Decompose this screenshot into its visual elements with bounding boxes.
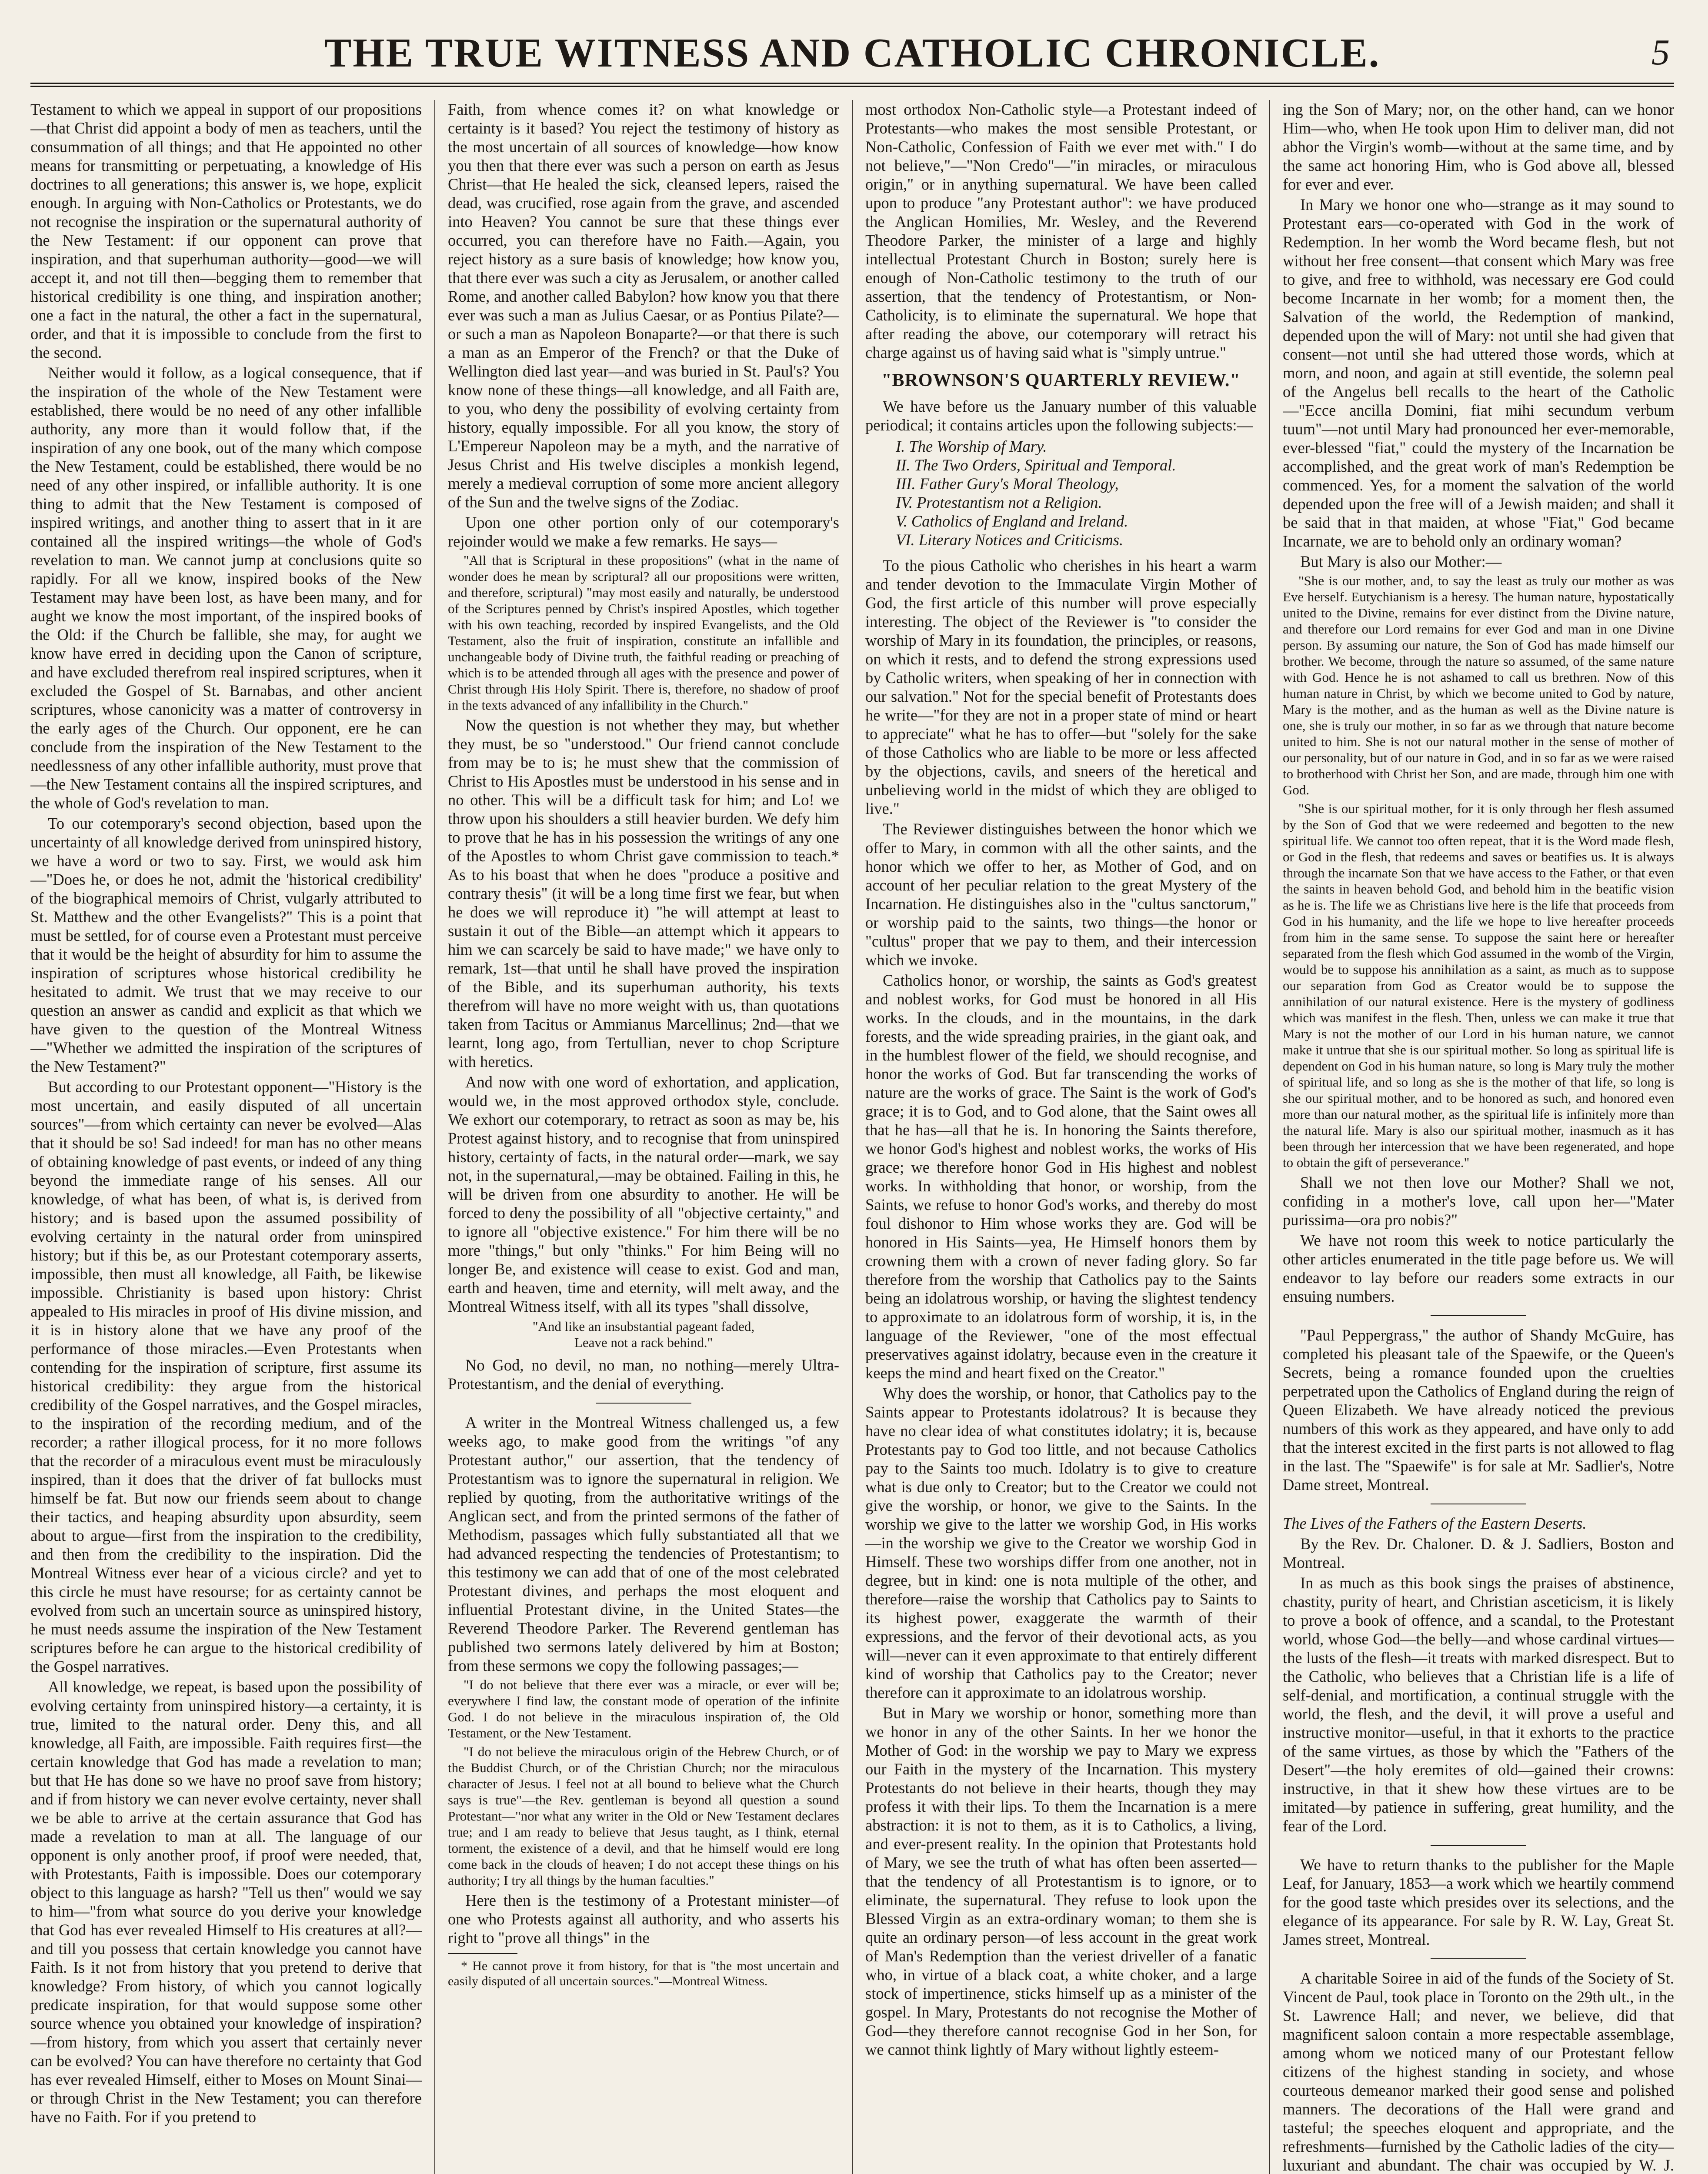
section-heading: "BROWNSON'S QUARTERLY REVIEW." [881,370,1241,390]
article-columns [30,100,1674,2174]
book-byline: By the Rev. Dr. Chaloner. D. & J. Sadliers, Boston and Montreal. [1283,1535,1674,1571]
verse-line: Leave not a rack behind." [574,1335,713,1350]
paragraph: We have before us the January number of this valuable periodical; it contains articles upon the following subjects:— [865,397,1257,434]
footnote-rule [448,1953,517,1954]
paragraph: Shall we not then love our Mother? Shall we not, confiding in a mother's love, call upon her—"Mater purissima—ora pro nobis?" [1283,1174,1674,1229]
paragraph: Catholics honor, or worship, the saints as God's greatest and noblest works, for God must be honored in all His works. In the clouds, and in the mountains, in the dark forests, and the wide spreading prairies, in the giant oak, and in the humblest flower of the field, we should recognise, and honor the works of God. But far transcending the works of nature are the works of grace. The Saint is the work of God's grace; it is to God, and to God alone, that the Saint owes all that he has—all that he is. In honoring the Saints therefore, we honor God's highest and noblest works, the works of His grace; we therefore honor God in His highest and noblest works. In withholding that honor, or worship, from the Saints, we refuse to honor God's works, and thereby do most foul dishonor to Him whose works they are. God will be honored in His Saints—yea, He Himself honors them by crowning them with a crown of never fading glory. So far therefore from the worship that Catholics pay to the Saints being an idolatrous worship, or having the slightest tendency to approximate to an idolatrous form of worship, it is, in the language of the Reviewer, "one of the most effectual preservatives against idolatry, because even in the creature it keeps the mind and heart fixed on the Creator." [865,971,1257,1382]
paragraph: We have not room this week to notice particularly the other articles enumerated in the title page before us. We will endeavor to lay before our readers some extracts in our ensuing numbers. [1283,1231,1674,1305]
paragraph: A charitable Soiree in aid of the funds of the Society of St. Vincent de Paul, took place in Toronto on the 29th ult., in the St. Lawrence Hall; and never, we believe, did that magnificent saloon contain a more respectable assemblage, among whom we noticed many of our Protestant fellow citizens of the highest standing in society, and whose courteous demeanor marked their good sense and polished manners. The decorations of the Hall were grand and tasteful; the speeches eloquent and appropriate, and the refreshments—furnished by the Catholic ladies of the city—luxuriant and abundant. The chair was occupied by W. J. [1283,1969,1674,2174]
paragraph: Testament to which we appeal in support of our propositions—that Christ did appoint a body of men as teachers, until the consummation of all things; and that He appointed no other means for transmitting or perpetuating, a knowledge of His doctrines to all generations; this answer is, we hope, explicit enough. In arguing with Non-Catholics or Protestants, we do not recognise the inspiration or the supernatural authority of the New Testament: if our opponent can prove that inspiration, and that superhuman authority—good—we will accept it, and not till then—begging them to remember that historical credibility is one thing, and inspiration another; one a fact in the natural, the other a fact in the supernatural, order, and that it is impossible to conclude from the first to the second. [30,100,422,361]
paragraph: In Mary we honor one who—strange as it may sound to Protestant ears—co-operated with God in the work of Redemption. In her womb the Word became flesh, but not without her free consent—that consent which Mary was free to give, and free to withhold, was necessary ere God could become Incarnate in her womb; for a moment then, the Salvation of the world, the Redemption of mankind, depended upon the will of Mary: not until she had given that consent—not until she had uttered those words, which at morn, and noon, and again at still eventide, the solemn peal of the Angelus bell recalls to the heart of the Catholic—"Ecce ancilla Domini, fiat mihi secundum verbum tuum"—not until Mary had pronounced her ever-memorable, ever-blessed "fiat," could the mystery of the Incarnation be accomplished, and the great work of man's Redemption be commenced. Yes, for a moment the salvation of the world depended upon the free will of a Jewish maiden; and shall it be said that in that maiden, at whose "Fiat," God became Incarnate, we are to behold only an ordinary woman? [1283,196,1674,550]
paragraph: A writer in the Montreal Witness challenged us, a few weeks ago, to make good from the writings "of any Protestant author," our assertion, that the tendency of Protestantism was to ignore the supernatural in religion. We replied by quoting, from the authoritative writings of the Anglican sect, and from the printed sermons of the father of Methodism, passages which fully substantiated all that we had advanced respecting the tendencies of Protestantism; to this testimony we can add that of one of the most celebrated Protestant divines, and perhaps the most eloquent and influential Protestant divine, in the United States—the Reverend Theodore Parker. The Reverend gentleman has published two sermons lately delivered by him at Boston; from these sermons we copy the following passages;— [448,1414,839,1674]
paragraph: The Reviewer distinguishes between the honor which we offer to Mary, in common with all the other saints, and the honor which we offer to her, as Mother of God, and on account of her peculiar relation to the great Mystery of the Incarnation. He distinguishes also in the "cultus sanctorum," or worship paid to the saints, two things—the honor or "cultus" proper that we pay to them, and their intercession which we invoke. [865,820,1257,969]
block-quote: "I do not believe that there ever was a miracle, or ever will be; everywhere I find law, the constant mode of operation of the infinite God. I do not believe in the miraculous inspiration of, the Old Testament, or the New Testament. [448,1677,839,1741]
contents-item: VI. Literary Notices and Criticisms. [896,531,1124,549]
contents-item: III. Father Gury's Moral Theology, [896,475,1119,493]
footnote: * He cannot prove it from history, for that is "the most uncertain and easily disputed of all uncertain sources."—Montreal Witness. [448,1959,839,1988]
section-divider [596,1403,691,1404]
column-rule [1269,100,1270,2174]
masthead [30,22,1674,87]
section-divider [1431,1958,1526,1959]
paragraph: To the pious Catholic who cherishes in his heart a warm and tender devotion to the Immaculate Virgin Mother of God, the first article of this number will prove especially interesting. The object of the Reviewer is "to consider the worship of Mary in its foundation, the principles, or reasons, on which it rests, and to defend the strong expressions used by Catholic writers, when speaking of her in connection with our salvation." Not for the special benefit of Protestants does he write—"for they are not in a proper state of mind or heart to appreciate" what he has to offer—but "solely for the sake of those Catholics who are liable to be more or less affected by the objections, cavils, and sneers of the heretical and unbelieving world in the midst of which they are obliged to live." [865,557,1257,817]
column-2 [448,100,839,2174]
column-4 [1283,100,1674,2174]
paragraph: "Paul Peppergrass," the author of Shandy McGuire, has completed his pleasant tale of the Spaewife, or the Queen's Secrets, being a romance founded upon the cruelties perpetrated upon the Catholics of England during the reign of Queen Elizabeth. We have already noticed the previous numbers of this work as they appeared, and have only to add that the interest excited in the first parts is not allowed to flag in the last. The "Spaewife" is for sale at Mr. Sadlier's, Notre Dame street, Montreal. [1283,1326,1674,1494]
section-divider [1431,1315,1526,1316]
paragraph: But according to our Protestant opponent—"History is the most uncertain, and easily disputed of all uncertain sources"—from which certainty can never be evolved—Alas that it should be so! Sad indeed! for man has no other means of obtaining knowledge of past events, or indeed of any thing beyond the immediate range of his senses. All our knowledge, of what has been, of what is, is derived from history; and is based upon the assumed possibility of evolving certainty in the natural order from uninspired history; but if this be, as our Protestant cotemporary asserts, impossible, then must all knowledge, all Faith, be likewise impossible. Christianity is based upon history: Christ appealed to His miracles in proof of His divine mission, and it is in history alone that we have any proof of the performance of those miracles.—Even Protestants when contending for the inspiration of scripture, first assume its historical credibility: they argue from the historical credibility of the Gospel narratives, and the Gospel miracles, to the inspiration of the recording medium, and of the recorder; a rather illogical process, for it no more follows that the recorder of a miraculous event must be miraculously inspired, than it does that the driver of fat bullocks must himself be fat. But now our friends seem about to change their tactics, and heaping absurdity upon absurdity, seem about to argue—first from the inspiration to the credibility, and then from the credibility to the inspiration. Did the Montreal Witness ever hear of a vicious circle? and yet to this circle he must have resourse; for as certainty cannot be evolved from such an uncertain source as uninspired history, he must needs assume the inspiration of the New Testament scriptures before he can argue to the historical credibility of the Gospel narratives. [30,1078,422,1675]
paragraph: Upon one other portion only of our cotemporary's rejoinder would we make a few remarks. He says— [448,513,839,550]
paragraph: Here then is the testimony of a Protestant minister—of one who Protests against all authority, and who asserts his right to "prove all things" in the [448,1891,839,1947]
book-title: The Lives of the Fathers of the Eastern Deserts. [1283,1514,1587,1532]
paragraph: And now with one word of exhortation, and application, would we, in the most approved orthodox style, conclude. We exhort our cotemporary, to retract as soon as may be, his Protest against history, and to recognise that from uninspired history, certainty of facts, in the natural order—mark, we say not, in the supernatural,—may be obtained. Failing in this, he will be driven from one absurdity to another. He will be forced to deny the possibility of all "objective certainty," and to ignore all "objective existence." For him there will be no more "things," but only "thinks." For him Being will no longer Be, and existence will cease to exist. God and man, earth and heaven, time and eternity, will melt away, and the Montreal Witness itself, with all its types "shall dissolve, [448,1073,839,1315]
paragraph: But Mary is also our Mother:— [1300,553,1502,570]
verse-quote [448,1318,839,1350]
paragraph: Faith, from whence comes it? on what knowledge or certainty is it based? You reject the testimony of history as the most uncertain of all sources of knowledge—how know you then that there ever was such a person on earth as Jesus Christ—that He healed the sick, cleansed lepers, raised the dead, was crucified, rose again from the grave, and ascended into Heaven? You cannot be sure that these things ever occurred, you can therefore have no Faith.—Again, you reject history as a sure basis of knowledge; how know you, that there ever was such a city as Jerusalem, or another called Rome, and another called Babylon? how know you that there ever was such a man as Julius Caesar, or as Pontius Pilate?—or such a man as Napoleon Bonaparte?—or that there is such a man as an Emperor of the French? or that the Duke of Wellington died last year—and was buried in St. Paul's? You know none of these things—all knowledge, and all Faith are, to you, who deny the possibility of evolving certainty from history, equally impossible. For all you know, the story of L'Empereur Napoleon may be a myth, and the narrative of Jesus Christ and His twelve disciples a monkish legend, merely a medieval corruption of some more ancient allegory of the Sun and the twelve signs of the Zodiac. [448,100,839,511]
block-quote: "I do not believe the miraculous origin of the Hebrew Church, or of the Buddist Church, or of the Christian Church; nor the miraculous character of Jesus. I feel not at all bound to believe what the Church says is true"—the Rev. gentleman is beyond all question a sound Protestant—"nor what any writer in the Old or New Testament declares true; and I am ready to believe that Jesus taught, as I think, eternal torment, the existence of a devil, and that he himself would ere long come back in the clouds of heaven; I do not accept these things on his authority; I try all things by the human faculties." [448,1744,839,1888]
verse-line: "And like an insubstantial pageant faded, [532,1319,755,1334]
contents-list [896,437,1257,549]
paragraph: Now the question is not whether they may, but whether they must, be so "understood." Our friend cannot conclude from may be to is; he must shew that the commission of Christ to His Apostles must be understood in his sense and in no other. This will be a difficult task for him; and Lo! we throw upon his shoulders a still heavier burden. We defy him to prove that he has in his possession the writings of any one of the Apostles to whom Christ gave commission to teach.* As to his boast that when he does "produce a positive and contrary thesis" (it will be a long time first we fear, but when he does we will reproduce it) "he will attempt at least to sustain it out of the Bible—an attempt which it appears to him we can scarcely be said to have made;" we have only to remark, 1st—that until he shall have proved the inspiration of the Bible, and its superhuman authority, his texts therefrom will have no more weight with us, than quotations taken from Tacitus or Ammianus Marcellinus; 2nd—that we learnt, long ago, from Tertullian, never to chop Scripture with heretics. [448,716,839,1070]
column-rule [852,100,853,2174]
column-3 [865,100,1257,2174]
section-divider [1431,1845,1526,1846]
paragraph: In as much as this book sings the praises of abstinence, chastity, purity of heart, and Christian asceticism, it is likely to prove a book of offence, and a scandal, to the Protestant world, whose God—the belly—and whose cardinal virtues—the lusts of the flesh—it treats with marked disrespect. But to the Catholic, who believes that a Christian life is a life of self-denial, and mortification, a continual struggle with the world, the flesh, and the devil, it will prove a useful and instructive monitor—useful, in that it exhorts to the practice of the same virtues, as those by which the "Fathers of the Desert"—the holy eremites of old—gained their crowns: instructive, in that it shew how these virtues are to be imitated—by patience in suffering, great humility, and the fear of the Lord. [1283,1574,1674,1835]
block-quote: "She is our mother, and, to say the least as truly our mother as was Eve herself. Eutychianism is a heresy. The human nature, hypostatically united to the Divine, remains for ever distinct from the Divine nature, and therefore our Lord remains for ever God and man in one Divine person. By assuming our nature, the Son of God has made himself our brother. We become, through the nature so assumed, of the same nature with God. Hence he is not ashamed to call us brethren. Now of this human nature in Christ, by which we become united to God by nature, Mary is the mother, and as the human as well as the Divine nature is one, she is truly our mother, in so far as we through that nature become united to him. She is not our natural mother in the sense of mother of our personality, but of our nature in God, and in so far as we were raised to brotherhood with Christ her Son, and are made, through him one with God. [1283,573,1674,797]
paragraph: But in Mary we worship or honor, something more than we honor in any of the other Saints. In her we honor the Mother of God: in the worship we pay to Mary we express our Faith in the mystery of the Incarnation. This mystery Protestants do not believe in their hearts, though they may profess it with their lips. To them the Incarnation is a mere abstraction: it is not to them, as it is to Catholics, a living, and ever-present reality. In the opinion that Protestants hold of Mary, we see the truth of what has often been asserted—that the tendency of all Protestantism is to ignore, or to eliminate, the supernatural. They refuse to look upon the Blessed Virgin as an extra-ordinary woman; to them she is quite an ordinary person—of less account in the great work of Man's Redemption than the veriest driveller of a fanatic who, in virtue of a black coat, a white choker, and a large stock of impertinence, sticks himself up as a minister of the gospel. In Mary, Protestants do not recognise the Mother of God—they therefore cannot recognise God in her Son, for we cannot think lightly of Mary without lightly esteem- [865,1704,1257,2058]
contents-item: IV. Protestantism not a Religion. [896,493,1102,511]
block-quote: "All that is Scriptural in these propositions" (what in the name of wonder does he mean by scriptural? all our propositions were written, and therefore, scriptural) "may most easily and naturally, be understood of the Scriptures penned by Christ's inspired Apostles, which together with his own teaching, recorded by inspired Evangelists, and the Old Testament, also the fruit of inspiration, constitute an infallible and unchangeable body of Divine truth, the faithful reading or preaching of which is to be attended through all ages with the presence and power of Christ through His Holy Spirit. There is, therefore, no shadow of proof in the texts advanced of any infallibility in the Church." [448,553,839,713]
paragraph: Why does the worship, or honor, that Catholics pay to the Saints appear to Protestants idolatrous? It is because they have no clear idea of what constitutes idolatry; it is, because Protestants pay to God too little, and not because Catholics pay to the Saints too much. Idolatry is to give to creature what is due only to Creator; but to the Creator we could not give the worship, or honor, we give to the Saints. In the worship we give to the latter we worship God, in His works—in the worship we give to the Creator we worship God in Himself. These two worships differ from one another, not in degree, but in kind: one is nota multiple of the other, and therefore—raise the worship that Catholics pay to Saints to its highest power, exaggerate the warmth of their expressions, and the fervor of their devotional acts, as you will—never can it even approximate to that entirely different kind of worship that Catholics pay to the Creator; never therefore can it approximate to an idolatrous worship. [865,1384,1257,1701]
paragraph: ing the Son of Mary; nor, on the other hand, can we honor Him—who, when He took upon Him to deliver man, did not abhor the Virgin's womb—without at the same time, and by the same act honoring Him, who is God above all, blessed for ever and ever. [1283,100,1674,193]
paragraph: No God, no devil, no man, no nothing—merely Ultra-Protestantism, and the denial of everything. [448,1356,839,1393]
paragraph: Neither would it follow, as a logical consequence, that if the inspiration of the whole of the New Testament were established, there would be no need of any other infallible authority, any more than it would follow that, if the inspiration of any one book, out of the many which compose the New Testament, could be established, there would be no need of any other inspired, or infallible authority. It is one thing to admit that the New Testament is composed of inspired writings, and another thing to assert that in it are contained all the inspired writings—the whole of God's revelation to man. We cannot jump at conclusions quite so rapidly. For all we know, inspired books of the New Testament may have been lost, as have been many, and for aught we know the most important, of the inspired books of the Old: if the Church be fallible, she may, for aught we know have erred in deciding upon the Canon of scripture, and have excluded therefrom real inspired scriptures, when it excluded the Gospel of St. Barnabas, and other ancient scriptures, whose canonicity was a matter of controversy in the early ages of the Church. Our opponent, ere he can conclude from the inspiration of the New Testament to the needlessness of any other infallible authority, must prove that—the New Testament contains all the inspired scriptures, and the whole of God's revelation to man. [30,364,422,812]
contents-item: II. The Two Orders, Spiritual and Temporal. [896,456,1176,474]
page-number: 5 [1651,32,1670,73]
column-1 [30,100,422,2174]
block-quote: "She is our spiritual mother, for it is only through her flesh assumed by the Son of God that we were redeemed and begotten to the new spiritual life. We cannot too often repeat, that it is the Word made flesh, or God in the flesh, that redeems and saves or beatifies us. It is always through the incarnate Son that we have access to the Father, or that even the saints in heaven behold God, and behold him in the beatific vision as he is. The life we as Christians live here is the life that proceeds from God in his humanity, and the life we hope to live hereafter proceeds from him in the same sense. To suppose the saint here or hereafter separated from the flesh which God assumed in the womb of the Virgin, would be to suppose his annihilation as a saint, as much as to suppose our separation from God as Creator would be to suppose the annihilation of our natural existence. Here is the mystery of godliness which was manifest in the flesh. Then, unless we can make it true that Mary is not the mother of our Lord in his human nature, we cannot make it untrue that she is our spiritual mother. So long as spiritual life is dependent on God in his human nature, so long is Mary truly the mother of spiritual life, and so long as she is the mother of that life, so long is she our spiritual mother, and to be honored as such, and honored even more than our natural mother, as the spiritual life is infinitely more than the natural life. Mary is also our spiritual mother, inasmuch as it has been through her intercession that we have been regenerated, and hope to obtain the gift of perseverance." [1283,801,1674,1170]
paragraph: All knowledge, we repeat, is based upon the possibility of evolving certainty from uninspired history—a certainty, it is true, limited to the natural order. Deny this, and all knowledge, all Faith, are impossible. Faith requires first—the certain knowledge that God has made a revelation to man; but that He has done so we have no proof save from history; and if from history we can never evolve certainty, never shall we be able to arrive at the certain assurance that God has made a revelation to man at all. The language of our opponent is only another proof, if proof were needed, that, with Protestants, Faith is impossible. Does our cotemporary object to this language as harsh? "Tell us then" would we say to him—"from what source do you derive your knowledge that God has ever revealed Himself to His creatures at all?—and till you possess that certain knowledge you cannot have Faith. Is it not from history that you pretend to derive that knowledge? From history, of which you cannot logically predicate inspiration, for that would suppose some other source whence you obtained your knowledge of inspiration?—from history, from which you assert that certainly never can be evolved? You can have therefore no certainty that God has ever revealed Himself, either to Moses on Mount Sinai—or through Christ in the New Testament; you can therefore have no Faith. For if you pretend to [30,1678,422,2126]
contents-item: V. Catholics of England and Ireland. [896,512,1128,530]
newspaper-title: THE TRUE WITNESS AND CATHOLIC CHRONICLE. [324,30,1381,76]
contents-item: I. The Worship of Mary. [896,437,1047,455]
column-rule [434,100,435,2174]
paragraph: most orthodox Non-Catholic style—a Protestant indeed of Protestants—who makes the most sensible Protestant, or Non-Catholic, Confession of Faith we ever met with." I do not believe,"—"Non Credo"—"in miracles, or miraculous origin," or in anything supernatural. We have been called upon to produce "any Protestant author": we have produced the Anglican Homilies, Mr. Wesley, and the Reverend Theodore Parker, the minister of a large and highly intellectual Protestant Church in Boston; surely here is enough of Non-Catholic testimony to the truth of our assertion, that the tendency of Protestantism, or Non-Catholicity, is to eliminate the supernatural. We hope that after reading the above, our cotemporary will retract his charge against us of having said what is "simply untrue." [865,100,1257,361]
paragraph: We have to return thanks to the publisher for the Maple Leaf, for January, 1853—a work which we heartily commend for the good taste which presides over its selections, and the elegance of its appearance. For sale by R. W. Lay, Great St. James street, Montreal. [1283,1856,1674,1948]
paragraph: To our cotemporary's second objection, based upon the uncertainty of all knowledge derived from uninspired history, we have a word or two to say. First, we would ask him—"Does he, or does he not, admit the 'historical credibility' of the biographical memoirs of Christ, vulgarly attributed to St. Matthew and the other Evangelists?" This is a point that must be settled, for of course even a Protestant must perceive that it would be the height of absurdity for him to assume the inspiration of scriptures whose historical credibility he hesitated to admit. We trust that we may receive to our question an answer as candid and explicit as that which we have given to the question of the Montreal Witness—"Whether we admitted the inspiration of the scriptures of the New Testament?" [30,814,422,1075]
